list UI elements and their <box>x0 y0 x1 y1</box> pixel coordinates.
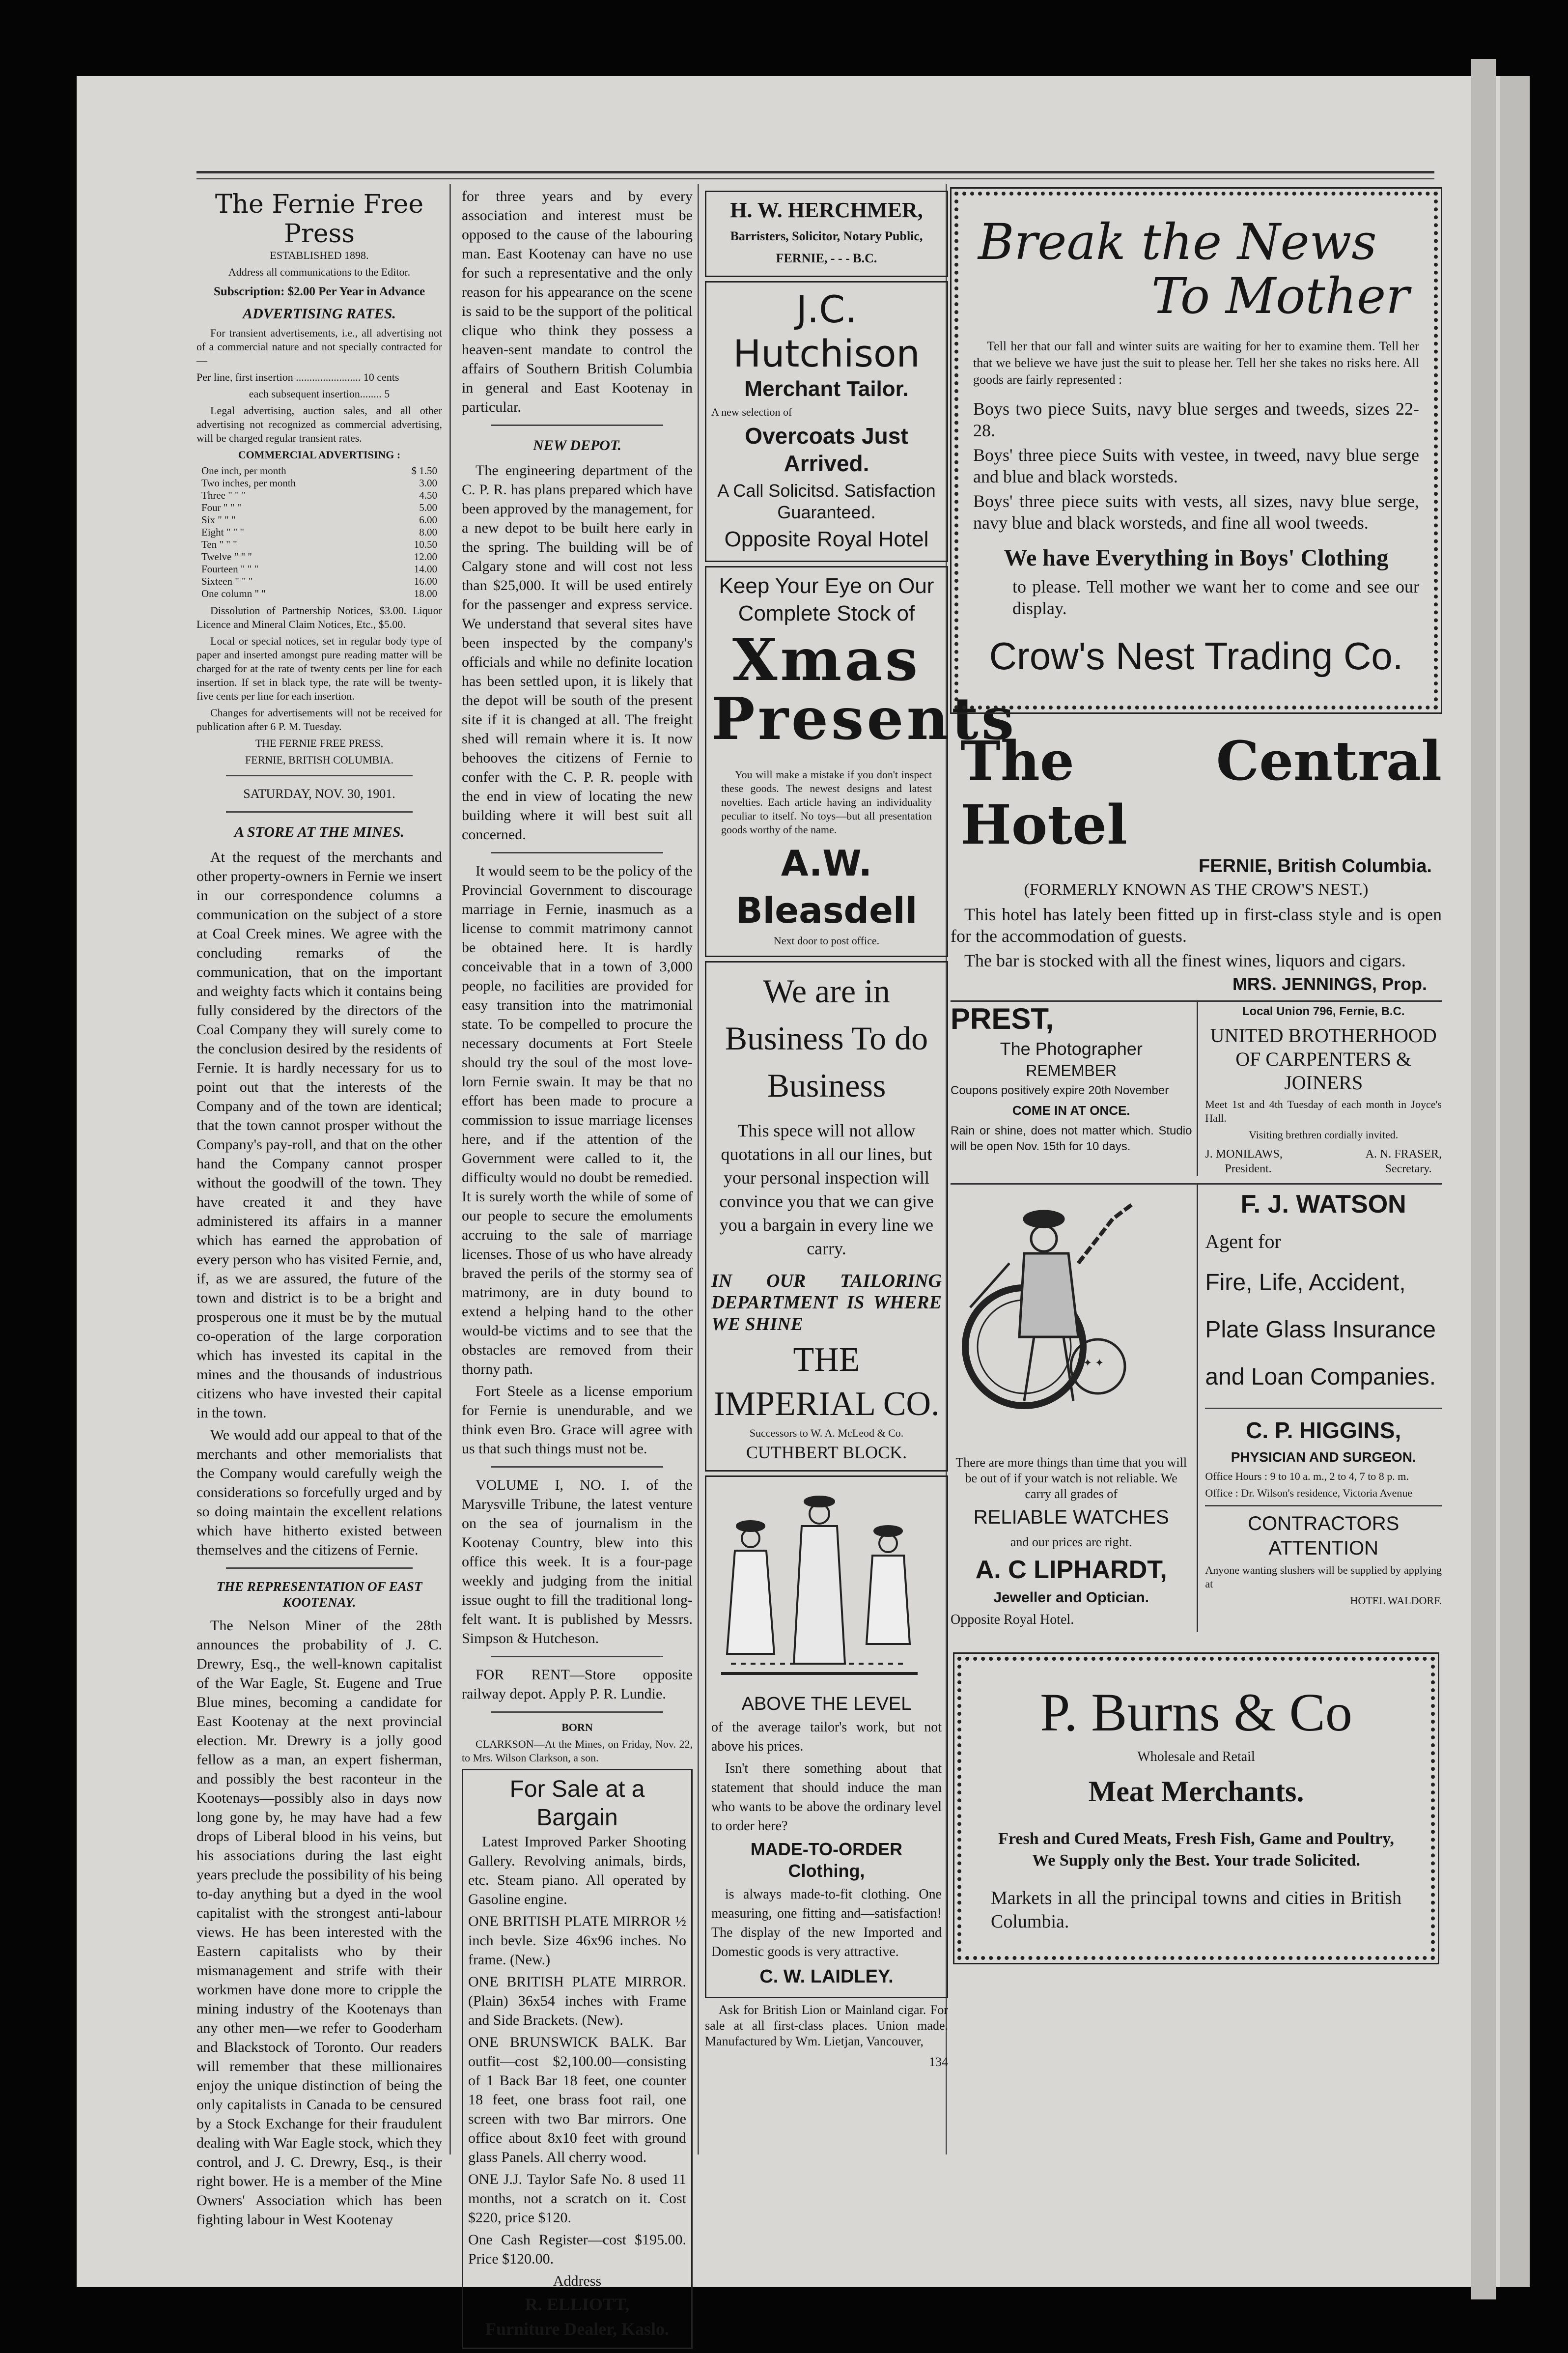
burns-markets: Markets in all the principal towns and cities in British Columbia. <box>991 1888 1401 1932</box>
contractors-text: Anyone wanting slushers will be supplied by applying at <box>1205 1564 1442 1590</box>
union-visit: Visiting brethren cordially invited. <box>1249 1129 1399 1141</box>
legal-text: Legal advertising, auction sales, and all other advertising not recognized as commercial advertising, will be charged regular transient rates. <box>196 404 442 444</box>
column-4 <box>951 187 1442 1960</box>
sale-item: ONE BRITISH PLATE MIRROR ½ inch bevle. Size 46x96 inches. No frame. (New.) <box>468 1913 686 1968</box>
cigar-number: 134 <box>929 2055 948 2069</box>
rate-row: Sixteen " " " 16.00 <box>201 575 437 587</box>
union-meet: Meet 1st and 4th Tuesday of each month in Joyce's Hall. <box>1205 1098 1442 1124</box>
laidley-made-to-order: MADE-TO-ORDER Clothing, <box>750 1839 903 1881</box>
watch-prices: and our prices are right. <box>1010 1535 1132 1549</box>
central-name: The Central Hotel <box>960 729 1442 856</box>
rate-row: Three " " " 4.50 <box>201 489 437 501</box>
publisher: THE FERNIE FREE PRESS, <box>255 737 384 749</box>
burns-text: Fresh and Cured Meats, Fresh Fish, Game and Poultry, We Supply only the Best. Your trade Solicited. <box>998 1830 1394 1870</box>
sale-ad <box>462 1769 693 2349</box>
central-formerly: (FORMERLY KNOWN AS THE CROW'S NEST.) <box>1024 880 1369 899</box>
laidley-text: Isn't there something about that statement that should induce the man who wants to be above the ordinary level to order here? <box>711 1761 942 1834</box>
watch-reliable: RELIABLE WATCHES <box>973 1506 1169 1528</box>
contractors-head: CONTRACTORS ATTENTION <box>1248 1513 1400 1559</box>
prest-name: PREST, <box>951 1002 1054 1035</box>
watson-name: F. J. WATSON <box>1240 1190 1406 1219</box>
masthead: The Fernie Free Press <box>215 190 424 249</box>
subscription: Subscription: $2.00 Per Year in Advance <box>213 285 425 298</box>
prest-rain: Rain or shine, does not matter which. Studio will be open Nov. 15th for 10 days. <box>951 1124 1192 1153</box>
rate-row: One column " " 18.00 <box>201 588 437 599</box>
crow-item: Boys two piece Suits, navy blue serges and tweeds, sizes 22-28. <box>973 399 1419 440</box>
three-men-illustration <box>711 1487 927 1683</box>
local-notices: Local or special notices, set in regular body type of paper and inserted amongst pure reading matter will be charged for at the rate of twenty cents per line for each insertion. If set in black type, the rate will be twenty-five cents per line for each insertion. <box>196 635 442 702</box>
higgins-hours: Office Hours : 9 to 10 a. m., 2 to 4, 7 to 8 p. m. <box>1205 1470 1409 1482</box>
divider <box>1205 1408 1442 1409</box>
liphardt-location: Opposite Royal Hotel. <box>951 1612 1074 1627</box>
imperial-block: CUTHBERT BLOCK. <box>746 1443 907 1462</box>
divider <box>226 811 413 813</box>
column-rule <box>698 184 699 2155</box>
central-text: This hotel has lately been fitted up in first-class style and is open for the accommodation of guests. <box>951 905 1442 946</box>
crow-title-2: To Mother <box>1151 267 1409 325</box>
divider <box>491 852 663 853</box>
rate-row: Fourteen " " " 14.00 <box>201 563 437 575</box>
bleasdell-location: Next door to post office. <box>773 935 880 947</box>
central-hotel-ad <box>951 729 1442 993</box>
prest-title: The Photographer <box>1000 1039 1143 1059</box>
prest-remember: REMEMBER <box>1026 1062 1117 1079</box>
union-officers <box>1205 1147 1442 1176</box>
rate-row: Two inches, per month 3.00 <box>201 477 437 489</box>
crows-nest-ad <box>954 192 1438 709</box>
watson-agent: Agent for <box>1205 1230 1281 1252</box>
union-president: J. MONILAWS, President. <box>1205 1148 1283 1175</box>
article-title: THE REPRESENTATION OF EAST KOOTENAY. <box>216 1579 422 1610</box>
rate-row: Eight " " " 8.00 <box>201 526 437 538</box>
imperial-name: THE IMPERIAL CO. <box>713 1341 940 1423</box>
bleasdell-name: A.W. Bleasdell <box>735 843 918 931</box>
article-title: NEW DEPOT. <box>532 437 622 454</box>
imperial-ad <box>705 961 948 1472</box>
hutchison-name: J.C. Hutchison <box>733 287 920 375</box>
article-paragraph: for three years and by every association and interest must be opposed to the cause of the labouring man. East Kootenay can have no use for such a representative and the only reason for his appearance on the scene is said to be the support of the political clique who think they possess a heaven-sent mandate to control the affairs of Southern British Columbia in general and East Kootenay in particular. <box>462 188 693 415</box>
transient-text: For transient advertisements, i.e., all advertising not of a commercial nature and not specially contracted for— <box>196 327 442 367</box>
watch-illustration <box>951 1190 1157 1445</box>
prest-coupons: Coupons positively expire 20th November <box>951 1084 1169 1097</box>
rates-table <box>196 465 442 600</box>
column-rule <box>449 184 451 2155</box>
imperial-successors: Successors to W. A. McLeod & Co. <box>749 1427 904 1439</box>
higgins-office: Office : Dr. Wilson's residence, Victoria Avenue <box>1205 1487 1413 1499</box>
dateline: SATURDAY, NOV. 30, 1901. <box>243 787 395 801</box>
divider <box>491 1711 663 1713</box>
watch-text: There are more things than time that you will be out of if your watch is not reliable. We carry all grades of <box>955 1455 1187 1501</box>
liphardt-name: A. C LIPHARDT, <box>975 1556 1167 1584</box>
column-1 <box>196 187 442 2232</box>
laidley-text: is always made-to-fit clothing. One measuring, one fitting and—satisfaction! The display of the new Imported and Domestic goods is very attractive. <box>711 1887 942 1959</box>
for-rent-notice: FOR RENT—Store opposite railway depot. Apply P. R. Lundie. <box>462 1667 693 1702</box>
hutchison-trade: Merchant Tailor. <box>744 377 909 401</box>
higgins-name: C. P. HIGGINS, <box>1246 1417 1401 1443</box>
rate-row: Six " " " 6.00 <box>201 514 437 526</box>
crow-item: Boys' three piece Suits with vestee, in tweed, navy blue serge and blue and black worsteds. <box>973 445 1419 486</box>
article-paragraph: It would seem to be the policy of the Provincial Government to discourage marriage in Fernie, inasmuch as a license to commit matrimony cannot be obtained here. It is hardly conceivable that in a town of 3,000 people, no facilities are provided for easy transition into the matrimonial state. To be compelled to procure the necessary documents at Fort Steele should try the soul of the most love-lorn Fernie swain. It may be that no effort has been made to procure a commission to issue marriage licenses here, and if the attention of the Government were called to it, the difficulty would no doubt be remedied. It is surely worth the while of some of our people to secure the emoluments accruing to the sale of marriage licenses. Those of us who have already braved the perils of the stormy sea of matrimony, are in duty bound to extend a helping hand to the other would-be victims and to see that the obstacles are removed from their thorny path. <box>462 863 693 1377</box>
divider <box>1205 1505 1442 1506</box>
crow-title-1: Break the News <box>978 213 1377 271</box>
commercial-heading: COMMERCIAL ADVERTISING : <box>238 449 401 461</box>
herchmer-title: Barristers, Solicitor, Notary Public, <box>730 229 923 243</box>
rates-heading: ADVERTISING RATES. <box>243 306 396 322</box>
column-2 <box>462 187 693 2353</box>
central-prop: MRS. JENNINGS, Prop. <box>1232 974 1427 994</box>
established: ESTABLISHED 1898. <box>270 249 369 261</box>
sale-address: Address <box>553 2273 602 2289</box>
hutchison-ad <box>705 281 948 562</box>
sale-business: Furniture Dealer, Kaslo. <box>485 2319 669 2339</box>
dissolution: Dissolution of Partnership Notices, $3.00. Liquor Licence and Mineral Claim Notices, Etc., $5.00. <box>196 604 442 630</box>
crow-intro: Tell her that our fall and winter suits are waiting for her to examine them. Tell her that we believe we have just the suit to please her. Tell her she takes no risks here. All goods are fairly represented : <box>973 339 1419 387</box>
herchmer-location: FERNIE, - - - B.C. <box>776 251 877 265</box>
publisher-location: FERNIE, BRITISH COLUMBIA. <box>245 754 393 766</box>
sale-item: ONE J.J. Taylor Safe No. 8 used 11 months, not a scratch on it. Cost $220, price $120. <box>468 2171 686 2226</box>
born-heading: BORN <box>561 1721 593 1733</box>
article-paragraph: The engineering department of the C. P. R. has plans prepared which have been approved by the management, for a new depot to be built here early in the spring. The building will be of Calgary stone and will cost not less than $25,000. It will be used entirely for the passenger and express service. We understand that several sites have been inspected by the company's officials and while no definite location has been settled upon, it is likely that the depot will be south of the present site if it is changed at all. The freight shed will remain where it is. It now behooves the citizens of Fernie to confer with the C. P. R. people with the end in view of locating the new building where it will best suit all concerned. <box>462 462 693 843</box>
article-paragraph: VOLUME I, NO. I. of the Marysville Tribune, the latest venture on the sea of journalism in the Kootenay Country, blew into this office this week. It is a four-page weekly and judging from the initial issue ought to fill the traditional long-felt want. It is published by Messrs. Simpson & Hutcheson. <box>462 1477 693 1646</box>
page-edge <box>1471 59 1496 2299</box>
burns-sub: Wholesale and Retail <box>1137 1749 1255 1764</box>
union-secretary: A. N. FRASER, Secretary. <box>1365 1148 1442 1175</box>
bleasdell-ad <box>705 566 1017 957</box>
rate-row: One inch, per month $ 1.50 <box>201 465 437 477</box>
prest-come: COME IN AT ONCE. <box>1012 1103 1130 1118</box>
hutchison-location: Opposite Royal Hotel <box>724 527 929 551</box>
liphardt-trade: Jeweller and Optician. <box>993 1589 1149 1606</box>
imperial-tailoring: IN OUR TAILORING DEPARTMENT IS WHERE WE SHINE <box>711 1271 942 1334</box>
article-paragraph: The Nelson Miner of the 28th announces the probability of J. C. Drewry, Esq., the well-known capitalist of the War Eagle, St. Eugene and True Blue mines, becoming a candidate for East Kootenay at the next provincial election. Mr. Drewry is a jolly good fellow as a man, an expert fisherman, and possibly the best raconteur in the Kootenays—possibly also in days now long gone by, he may have had a few drops of Liberal blood in his veins, but his associations during the last eight years preclude the possibility of his being to-day anything but a dyed in the wool capitalist with the strongest anti-labour views. He has been interested with the Eastern capitalists who by their mismanagement and strife with their workmen have done more to cripple the mining industry of the Kootenays than any other men—we refer to Gooderham and Blackstock of Toronto. Our readers will remember that these millionaires enjoy the unique distinction of being the only capitalists in Canada to be censured by a Stock Exchange for their fraudulent dealing with War Eagle stock, which they control, and J. C. Drewry, Esq., is their right bower. He is a member of the Mine Owners' Association which has been fighting labour in West Kootenay <box>196 1617 442 2228</box>
divider <box>226 1567 413 1569</box>
crow-item: Boys' three piece suits with vests, all sizes, navy blue serge, navy blue and black worsteds, and fine all wool tweeds. <box>973 491 1419 533</box>
per-line-first: Per line, first insertion ........................ 10 cents <box>196 371 399 383</box>
central-location: FERNIE, British Columbia. <box>1198 856 1432 877</box>
divider <box>491 425 663 426</box>
divider <box>491 1656 663 1657</box>
laidley-name: C. W. LAIDLEY. <box>759 1966 894 1987</box>
sale-item: Latest Improved Parker Shooting Gallery. Revolving animals, birds, etc. Steam piano. All operated by Gasoline engine. <box>468 1834 686 1907</box>
sale-item: ONE BRUNSWICK BALK. Bar outfit—cost $2,100.00—consisting of 1 Back Bar 18 feet, one counter 18 feet, one brass foot rail, one screen with two Bar mirrors. One office about 8x10 feet with ground glass Panels. All cherry wood. <box>468 2034 686 2165</box>
sale-item: ONE BRITISH PLATE MIRROR. (Plain) 36x54 inches with Frame and Side Brackets. (New). <box>468 1974 686 2028</box>
article-paragraph: Fort Steele as a license emporium for Fernie is unendurable, and we think even Bro. Grace will agree with us that such things must not be. <box>462 1383 693 1457</box>
contractors-place: HOTEL WALDORF. <box>1350 1594 1442 1607</box>
union-name: UNITED BROTHERHOOD OF CARPENTERS & JOINERS <box>1210 1024 1437 1094</box>
changes: Changes for advertisements will not be received for publication after 6 P. M. Tuesday. <box>196 707 442 733</box>
agents-column <box>1198 1185 1442 1632</box>
imperial-text: This spece will not allow quotations in all our lines, but your personal inspection will convince you that we can give you a bargain in every line we carry. <box>719 1121 934 1258</box>
cigar-ad: Ask for British Lion or Mainland cigar. For sale at all first-class places. Union made. Manufactured by Wm. Lietjan, Vancouver, <box>705 2003 948 2048</box>
hutchison-selection: A new selection of <box>711 406 792 418</box>
divider <box>226 775 413 776</box>
liphardt-ad <box>951 1185 1198 1632</box>
laidley-text: of the average tailor's work, but not above his prices. <box>711 1720 942 1754</box>
crow-please: to please. Tell mother we want her to come and see our display. <box>1012 577 1419 618</box>
higgins-title: PHYSICIAN AND SURGEON. <box>1231 1449 1416 1465</box>
article-title: A STORE AT THE MINES. <box>234 824 404 840</box>
hutchison-call: A Call Solicitsd. Satisfaction Guaranteed. <box>717 481 936 522</box>
article-paragraph: At the request of the merchants and other property-owners in Fernie we insert in our correspondence columns a communication on the subject of a store at Coal Creek mines. We agree with the concluding remarks of the communication, that on the important and weighty facts which it contains being fully considered by the directors of the Coal Company they will surely come to the conclusion desired by the residents of Fernie. It is hardly necessary for us to point out that the interests of the Company and of the town are identical; that the town cannot prosper without the Company's pay-roll, and that on the other hand the Company cannot prosper without the goodwill of the town. They have created it and they have administered its affairs in a manner which has earned the approbation of every person who has visited Fernie, and, if, as we are assured, the future of the town and district is to be a bright and prosperous one it must be by the mutual co-operation of the large corporation which has invested its capital in the mines and the thousands of industrious citizens who have invested their capital in the town. <box>196 849 442 1421</box>
svg-text:✦ ✦: ✦ ✦ <box>1083 1357 1104 1369</box>
hutchison-items: Overcoats Just Arrived. <box>745 423 908 476</box>
herchmer-ad <box>705 191 948 277</box>
rate-row: Ten " " " 10.50 <box>201 539 437 550</box>
rate-row: Four " " " 5.00 <box>201 502 437 513</box>
rate-row: Twelve " " " 12.00 <box>201 551 437 563</box>
address-line: Address all communications to the Editor. <box>228 266 411 278</box>
header-rule <box>196 171 1434 179</box>
burns-trade: Meat Merchants. <box>1088 1775 1304 1808</box>
laidley-ad <box>705 1475 948 1998</box>
burns-name: P. Burns & Co <box>1040 1682 1352 1742</box>
divider <box>491 1466 663 1468</box>
crow-everything: We have Everything in Boys' Clothing <box>1004 545 1389 571</box>
prest-ad <box>951 1002 1198 1176</box>
xmas-lead: Keep Your Eye on Our Complete Stock of <box>719 574 934 625</box>
xmas-text: You will make a mistake if you don't inspect these goods. The newest designs and latest novelties. Each article having an individuality peculiar to itself. No toys—but all presentation goods worthy of the name. <box>721 768 932 836</box>
laidley-level: ABOVE THE LEVEL <box>741 1694 912 1714</box>
per-line-each: each subsequent insertion........ 5 <box>249 388 390 400</box>
herchmer-name: H. W. HERCHMER, <box>730 198 923 222</box>
sale-name: R. ELLIOTT, <box>525 2295 630 2314</box>
union-ad <box>1198 1002 1442 1176</box>
ad-row-1 <box>951 1000 1442 1176</box>
union-head: Local Union 796, Fernie, B.C. <box>1242 1005 1405 1018</box>
burns-ad <box>957 1657 1435 1960</box>
imperial-headline: We are in Business To do Business <box>725 972 928 1104</box>
xmas-presents: Xmas Presents <box>711 625 1017 753</box>
central-text: The bar is stocked with all the finest wines, liquors and cigars. <box>964 951 1406 970</box>
crow-name: Crow's Nest Trading Co. <box>989 634 1403 678</box>
ad-row-2 <box>951 1183 1442 1632</box>
sale-item: One Cash Register—cost $195.00. Price $120.00. <box>468 2232 686 2267</box>
article-paragraph: We would add our appeal to that of the merchants and other memorialists that the Company would carefully weigh the considerations so forcefully urged and by so doing maintain the excellent relations which have hitherto existed between themselves and the citizens of Fernie. <box>196 1427 442 1558</box>
born-text: CLARKSON—At the Mines, on Friday, Nov. 22, to Mrs. Wilson Clarkson, a son. <box>462 1738 693 1764</box>
sale-title: For Sale at a Bargain <box>509 1776 645 1831</box>
watson-lines: Fire, Life, Accident, Plate Glass Insurance and Loan Companies. <box>1205 1270 1436 1390</box>
